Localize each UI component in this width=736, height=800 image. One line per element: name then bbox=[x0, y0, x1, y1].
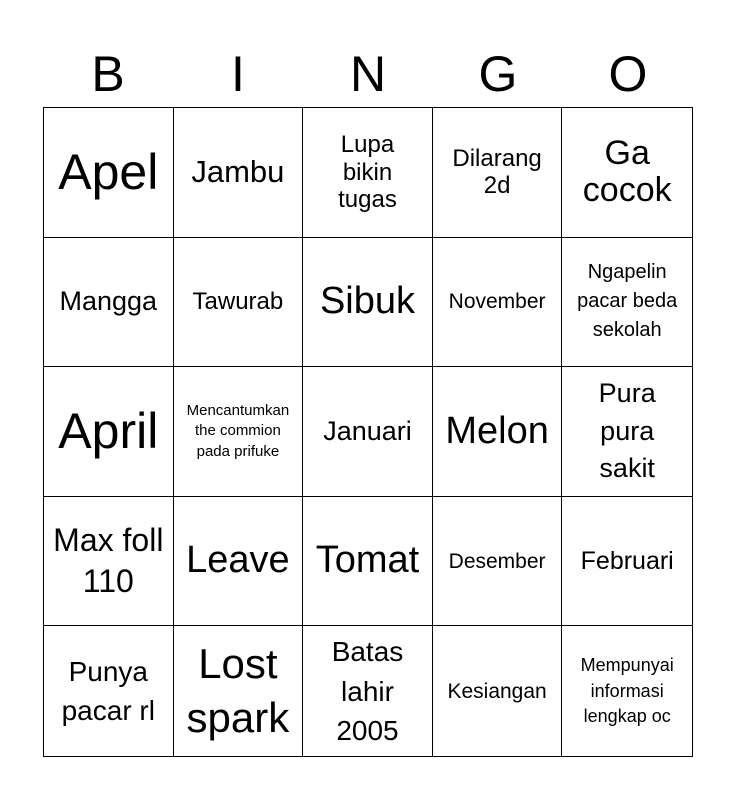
bingo-cell[interactable]: Februari bbox=[562, 497, 692, 627]
bingo-cell[interactable]: Max foll 110 bbox=[44, 497, 174, 627]
header-letter-o: O bbox=[608, 46, 648, 102]
bingo-cell[interactable]: Ga cocok bbox=[562, 108, 692, 238]
bingo-cell[interactable]: Jambu bbox=[174, 108, 304, 238]
bingo-cell[interactable]: Lost spark bbox=[174, 626, 304, 756]
bingo-cell[interactable]: Pura pura sakit bbox=[562, 367, 692, 497]
bingo-cell[interactable]: Punya pacar rl bbox=[44, 626, 174, 756]
header-letter-g: G bbox=[478, 46, 518, 102]
bingo-cell[interactable]: Dilarang 2d bbox=[433, 108, 563, 238]
bingo-cell[interactable]: November bbox=[433, 238, 563, 368]
bingo-cell[interactable]: Leave bbox=[174, 497, 304, 627]
bingo-cell[interactable]: Lupa bikin tugas bbox=[303, 108, 433, 238]
bingo-cell[interactable]: Mangga bbox=[44, 238, 174, 368]
header-letter-b: B bbox=[91, 46, 125, 102]
bingo-cell[interactable]: Apel bbox=[44, 108, 174, 238]
bingo-cell[interactable]: Ngapelin pacar beda sekolah bbox=[562, 238, 692, 368]
bingo-card-grid bbox=[43, 107, 693, 757]
bingo-cell[interactable]: Sibuk bbox=[303, 238, 433, 368]
bingo-cell[interactable]: Tomat bbox=[303, 497, 433, 627]
bingo-cell[interactable]: Melon bbox=[433, 367, 563, 497]
bingo-cell[interactable]: Mempunyai informasi lengkap oc bbox=[580, 655, 674, 726]
bingo-cell[interactable]: April bbox=[44, 367, 174, 497]
header-letter-n: N bbox=[349, 46, 387, 102]
bingo-cell[interactable]: Kesiangan bbox=[433, 626, 563, 756]
bingo-header bbox=[43, 40, 693, 108]
bingo-cell[interactable]: Desember bbox=[433, 497, 563, 627]
header-letter-i: I bbox=[231, 46, 245, 102]
bingo-cell[interactable]: Mencantumkan the commion pada prifuke bbox=[174, 367, 304, 497]
bingo-cell[interactable]: Tawurab bbox=[174, 238, 304, 368]
bingo-cell[interactable]: Batas lahir 2005 bbox=[303, 626, 433, 756]
bingo-cell[interactable]: Januari bbox=[303, 367, 433, 497]
